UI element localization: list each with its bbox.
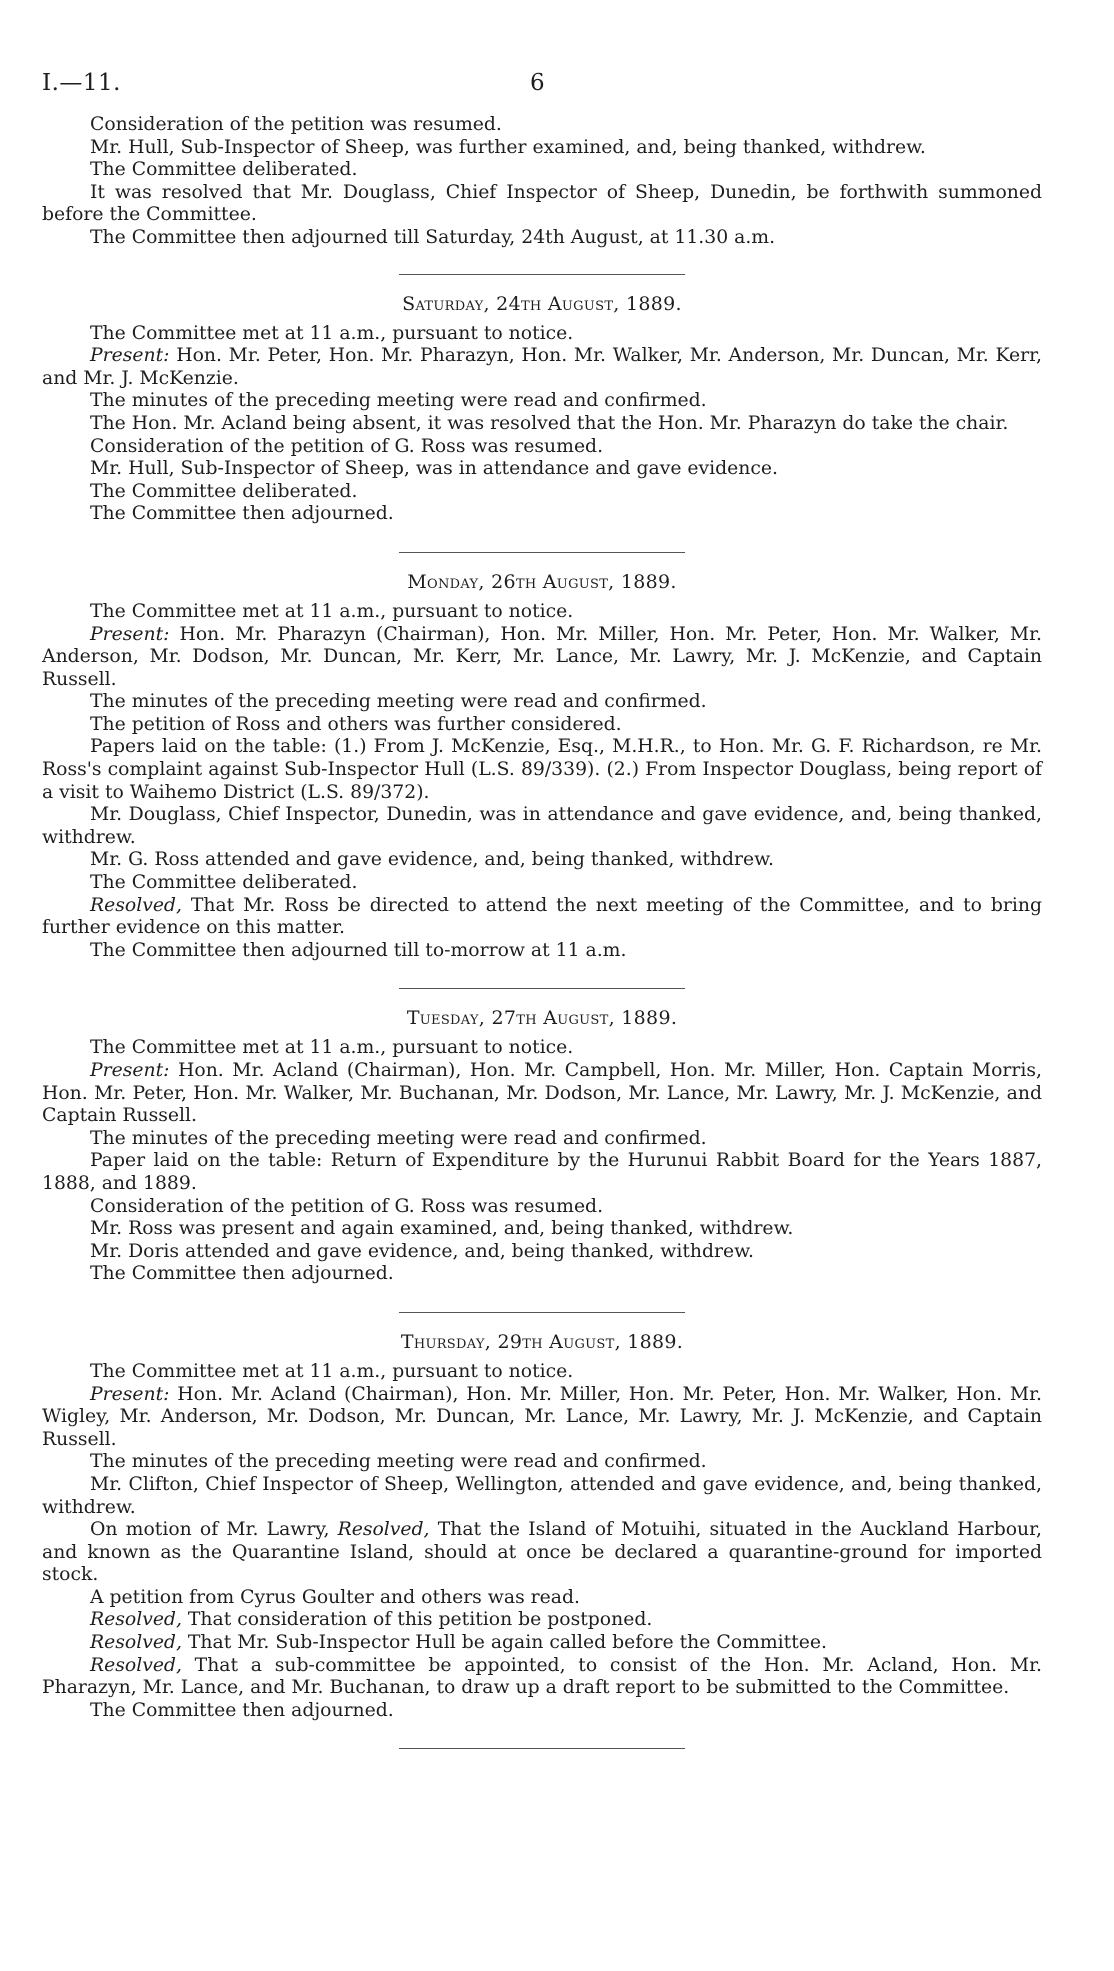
paragraph-text: Papers laid on the table: (1.) From J. McKenzie, Esq., M.H.R., to Hon. Mr. G. F. Richardson, re Mr. Ross's complaint against Sub-Inspector Hull (L.S. 89/339). (2.) From Inspector Douglass, being report of a visit to Waihemo District (L.S. 89/372).	[42, 736, 1042, 803]
paragraph: The Committee then adjourned till Saturday, 24th August, at 11.30 a.m.	[90, 226, 776, 248]
paragraph-text: Paper laid on the table: Return of Expenditure by the Hurunui Rabbit Board for the Years 1887, 1888, and 1889.	[42, 1150, 1042, 1194]
italic-lead: Present:	[90, 345, 170, 367]
paragraph-text: Hon. Mr. Peter, Hon. Mr. Pharazyn, Hon. Mr. Walker, Mr. Anderson, Mr. Duncan, Mr. Kerr, and Mr. J. McKenzie.	[42, 345, 1042, 389]
paragraph-text: The Committee then adjourned till to-morrow at 11 a.m.	[90, 939, 627, 961]
paragraph-prefix: On motion of Mr. Lawry,	[90, 1519, 338, 1541]
paragraph	[42, 895, 1042, 940]
meeting-section	[42, 293, 1042, 526]
paragraph	[42, 1474, 1042, 1519]
document-page	[42, 58, 1042, 1767]
paragraph	[42, 1263, 1042, 1286]
paragraph	[42, 1451, 1042, 1474]
paragraph-text: Hon. Mr. Acland (Chairman), Hon. Mr. Miller, Hon. Mr. Peter, Hon. Mr. Walker, Hon. Mr. Wigley, Mr. Anderson, Mr. Dodson, Mr. Duncan, Mr. Lance, Mr. Lawry, Mr. J. McKenzie, and Captain Russell.	[42, 1383, 1042, 1450]
paragraph	[42, 1609, 1042, 1632]
paragraph-text: Consideration of the petition of G. Ross was resumed.	[90, 435, 604, 457]
paragraph-text: Consideration of the petition of G. Ross was resumed.	[90, 1195, 604, 1217]
paragraph: Consideration of the petition was resumed.	[90, 114, 502, 135]
paragraph-text: The petition of Ross and others was further considered.	[90, 713, 622, 735]
paragraph: The Committee deliberated.	[90, 159, 358, 181]
paragraph	[42, 691, 1042, 714]
section-divider	[399, 988, 685, 989]
page-number: 6	[530, 70, 545, 96]
paragraph-text: That a sub-committee be appointed, to consist of the Hon. Mr. Acland, Hon. Mr. Pharazyn, Mr. Lance, and Mr. Buchanan, to draw up a draft report to be submitted to the Committee.	[42, 1654, 1042, 1699]
meeting-date: Tuesday, 27th August, 1889.	[406, 1007, 678, 1030]
paragraph	[42, 1587, 1042, 1610]
paragraph	[42, 849, 1042, 872]
italic-lead: Present:	[90, 1060, 170, 1081]
paragraph-text: That the Island of Motuihi, situated in the Auckland Harbour, and known as the Quarantine Island, should at once be declared a quarantine-ground for imported stock.	[42, 1519, 1042, 1586]
italic-lead: Resolved,	[90, 1632, 182, 1654]
paragraph-text: The Committee deliberated.	[90, 480, 358, 502]
meeting-date: Thursday, 29th August, 1889.	[400, 1330, 684, 1353]
paragraph	[42, 345, 1042, 390]
paragraph-text: That Mr. Sub-Inspector Hull be again called before the Committee.	[181, 1632, 827, 1654]
paragraph	[42, 601, 1042, 624]
paragraph	[42, 624, 1042, 692]
section-divider	[399, 1312, 685, 1313]
paragraph	[42, 481, 1042, 504]
closing-divider	[399, 1748, 685, 1749]
paragraph	[42, 1655, 1042, 1700]
paragraph	[42, 1519, 1042, 1587]
paragraph	[42, 323, 1042, 346]
paragraph-text: Hon. Mr. Acland (Chairman), Hon. Mr. Campbell, Hon. Mr. Miller, Hon. Captain Morris, Hon. Mr. Peter, Hon. Mr. Walker, Mr. Buchanan, Mr. Dodson, Mr. Lance, Mr. Lawry, Mr. J. McKenzie, and Captain Russell.	[42, 1060, 1042, 1127]
meeting-date: Saturday, 24th August, 1889.	[402, 292, 682, 315]
paragraph-text: The minutes of the preceding meeting were read and confirmed.	[90, 390, 707, 412]
intro-block	[42, 114, 1042, 250]
paragraph	[42, 1361, 1042, 1384]
page-header	[42, 58, 1042, 114]
paragraph	[42, 390, 1042, 413]
paragraph-text: The Hon. Mr. Acland being absent, it was resolved that the Hon. Mr. Pharazyn do take the chair.	[90, 412, 1009, 434]
paragraph-text: Mr. Clifton, Chief Inspector of Sheep, Wellington, attended and gave evidence, and, being thanked, withdrew.	[42, 1473, 1042, 1518]
paragraph-text: That consideration of this petition be postponed.	[181, 1609, 653, 1631]
meeting-section	[42, 571, 1042, 963]
italic-lead: Present:	[90, 1383, 170, 1405]
paragraph-text: The Committee met at 11 a.m., pursuant to notice.	[90, 1037, 574, 1059]
italic-lead: Resolved,	[337, 1519, 430, 1541]
paragraph-text: Mr. Doris attended and gave evidence, and, being thanked, withdrew.	[90, 1240, 754, 1262]
paragraph	[42, 1037, 1042, 1060]
meeting-section	[42, 1007, 1042, 1286]
paragraph: It was resolved that Mr. Douglass, Chief Inspector of Sheep, Dunedin, be forthwith summoned before the Committee.	[42, 181, 1042, 226]
paragraph-text: Mr. Hull, Sub-Inspector of Sheep, was in attendance and gave evidence.	[90, 458, 778, 480]
paragraph	[42, 458, 1042, 481]
paper-reference: I.—11.	[42, 70, 121, 96]
paragraph-text: That Mr. Ross be directed to attend the next meeting of the Committee, and to bring further evidence on this matter.	[42, 894, 1042, 939]
paragraph-text: The minutes of the preceding meeting were read and confirmed.	[90, 1127, 707, 1149]
paragraph	[42, 804, 1042, 849]
paragraph	[42, 1128, 1042, 1151]
paragraph-text: The Committee then adjourned.	[90, 1263, 394, 1285]
meeting-date: Monday, 26th August, 1889.	[407, 570, 677, 593]
italic-lead: Present:	[90, 623, 170, 645]
paragraph	[42, 872, 1042, 895]
paragraph	[42, 714, 1042, 737]
paragraph	[42, 503, 1042, 526]
italic-lead: Resolved,	[90, 894, 182, 916]
paragraph-text: The minutes of the preceding meeting were read and confirmed.	[90, 691, 707, 713]
paragraph	[42, 1060, 1042, 1128]
paragraph-text: The Committee then adjourned.	[90, 503, 394, 525]
paragraph: Mr. Hull, Sub-Inspector of Sheep, was further examined, and, being thanked, withdrew.	[90, 136, 926, 158]
paragraph-text: The Committee met at 11 a.m., pursuant to notice.	[90, 1360, 574, 1382]
meeting-section	[42, 1331, 1042, 1723]
paragraph	[42, 1241, 1042, 1264]
section-divider	[399, 274, 685, 275]
paragraph-text: The Committee deliberated.	[90, 872, 358, 894]
paragraph-text: The minutes of the preceding meeting were read and confirmed.	[90, 1451, 707, 1473]
paragraph	[42, 1196, 1042, 1219]
paragraph-text: A petition from Cyrus Goulter and others was read.	[90, 1586, 580, 1608]
paragraph	[42, 436, 1042, 459]
paragraph	[42, 1700, 1042, 1723]
paragraph	[42, 413, 1042, 436]
minutes-sections	[42, 274, 1042, 1750]
paragraph-text: Hon. Mr. Pharazyn (Chairman), Hon. Mr. Miller, Hon. Mr. Peter, Hon. Mr. Walker, Mr. Anderson, Mr. Dodson, Mr. Duncan, Mr. Kerr, Mr. Lance, Mr. Lawry, Mr. J. McKenzie, and Captain Russell.	[42, 623, 1042, 690]
italic-lead: Resolved,	[90, 1654, 182, 1676]
paragraph-text: The Committee met at 11 a.m., pursuant to notice.	[90, 322, 574, 344]
paragraph	[42, 1150, 1042, 1195]
section-divider	[399, 552, 685, 553]
paragraph-text: Mr. Douglass, Chief Inspector, Dunedin, was in attendance and gave evidence, and, being thanked, withdrew.	[42, 804, 1042, 848]
paragraph	[42, 940, 1042, 963]
paragraph-text: The Committee met at 11 a.m., pursuant to notice.	[90, 600, 574, 622]
paragraph	[42, 1632, 1042, 1655]
paragraph-text: Mr. Ross was present and again examined, and, being thanked, withdrew.	[90, 1218, 794, 1240]
paragraph	[42, 736, 1042, 804]
paragraph-text: The Committee then adjourned.	[90, 1699, 394, 1721]
italic-lead: Resolved,	[90, 1609, 182, 1631]
paragraph	[42, 1218, 1042, 1241]
paragraph	[42, 1384, 1042, 1452]
paragraph-text: Mr. G. Ross attended and gave evidence, and, being thanked, withdrew.	[90, 849, 774, 871]
